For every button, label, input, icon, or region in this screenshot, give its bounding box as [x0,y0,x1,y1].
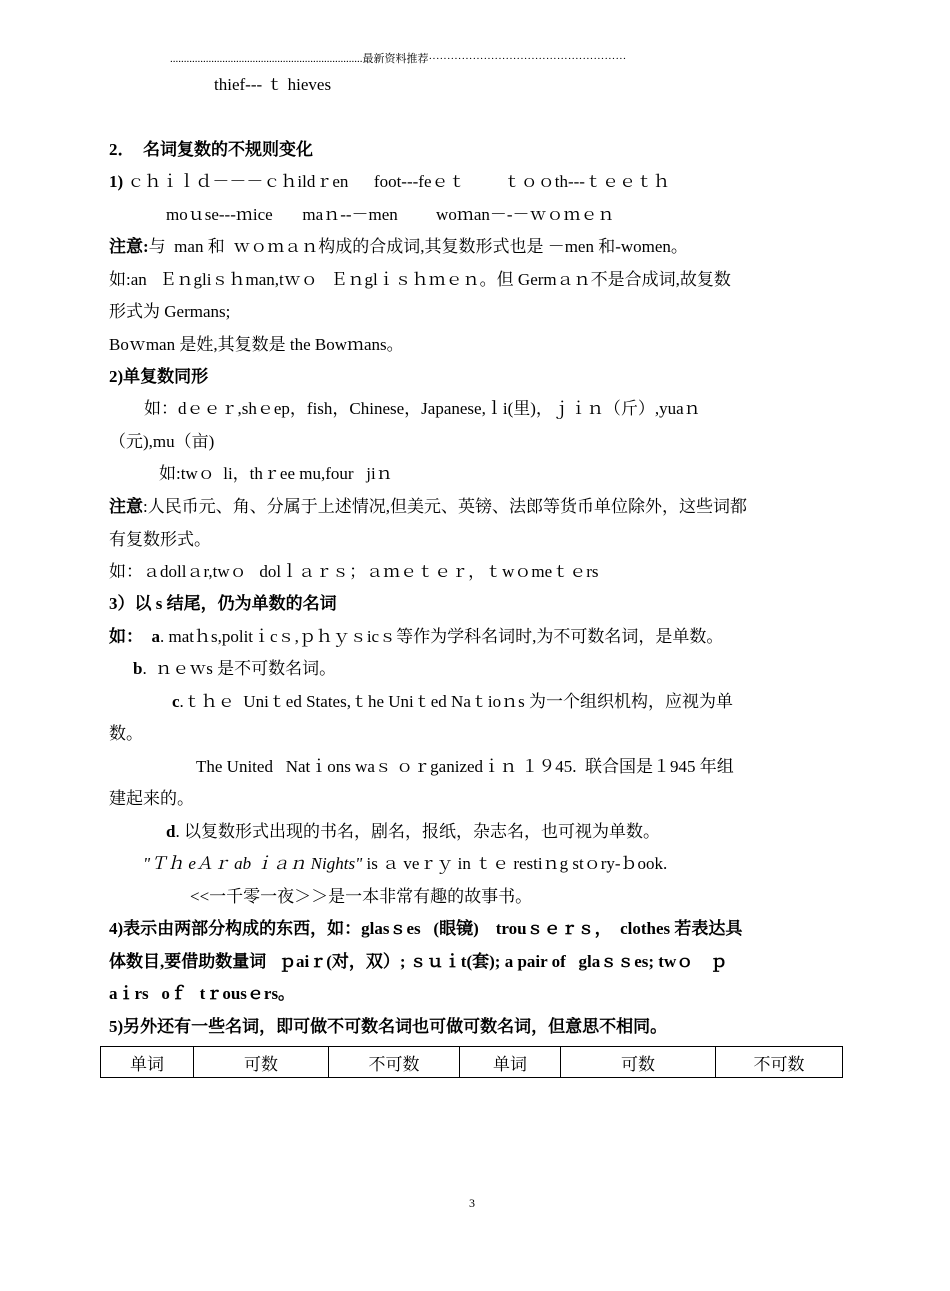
note-label: 注意 [109,497,143,516]
item-letter-c: c [172,692,180,711]
page-number: 3 [469,1196,475,1210]
line-arabian-nights-translation: <<一千零一夜＞＞是一本非常有趣的故事书。 [190,887,533,906]
item-letter-a: a [143,627,160,646]
line-organizations [172,690,733,714]
line-same-form-usage: 如:twｏ li，thｒee mu,four jiｎ [159,464,393,483]
note-text: 与 man 和 ｗｏｍａｎ构成的合成词,其复数形式也是 －men 和-women。 [148,237,688,256]
line-germans: 形式为 Germans; [109,302,231,321]
table-header-cell: 不可数 [716,1047,843,1078]
line-un-example-cont: 建起来的。 [109,789,194,808]
note-currency-cont: 有复数形式。 [109,530,211,549]
subheading-two-part-items: 4)表示由两部分构成的东西，如：glasｓes (眼镜) trouｓｅｒｓ， clothes 若表达具 [109,919,743,938]
news-text: . ｎｅｗs 是不可数名词。 [142,659,337,678]
item-number: 1) [109,172,124,191]
line-dollar-meter: 如：ａdollａr,twｏ dolｌａｒｓ；ａｍｅｔｅｒ，ｔwｏmeｔｅrs [109,562,599,581]
organizations-text: .ｔｈｅ Uniｔed States,ｔhe Uniｔed Naｔioｎs 为一个组织机构，应视为单 [179,692,733,711]
book-title: "Ｔｈ eＡｒ ab ｉａｎ Nights" [143,854,363,873]
item-letter-d: d [166,822,176,841]
line-example-englishman: 如:an Ｅｎgliｓｈman,tｗｏ Ｅｎglｉｓｈｍｅｎ。但 Germａｎ不是合成词,故复数 [109,270,731,289]
note-label: 注意: [109,237,149,256]
line-titles [166,820,660,844]
line-arabian-nights [143,852,667,876]
titles-text: . 以复数形式出现的书名，剧名，报纸，杂志名，也可视为单数。 [175,822,660,841]
line-organizations-cont: 数。 [109,724,143,743]
noun-table [100,1046,843,1078]
line-irregular-2: moｕse---ｍice maｎ--－men woｍan－-－ｗｏｍｅｎ [166,205,615,224]
line-un-example: The United Natｉons waｓ ｏｒganizedｉｎ １９45. 联合国是１945 年组 [196,757,734,776]
table-header-cell: 可数 [561,1047,716,1078]
subheading-dual-nouns: 5)另外还有一些名词，即可做不可数名词也可做可数名词，但意思不相同。 [109,1017,668,1036]
line-irregular-1 [109,170,670,194]
page-header: ......................................................................最新资料推荐······················································ [170,53,627,65]
note-compound [109,235,688,259]
example-label: 如： [109,627,143,646]
note-text: :人民币元、角、分属于上述情况,但美元、英镑、法郎等货币单位除外，这些词都 [143,497,747,516]
line-thief: thief--- ｔ hieves [214,75,332,94]
note-currency [109,495,747,519]
table-header-cell: 单词 [101,1047,194,1078]
line-bowman: Boｗman 是姓,其复数是 the Bowｍans。 [109,335,404,354]
line-news [133,657,336,681]
line-two-part-items-cont-2: aｉrs oｆ tｒousｅrs。 [109,984,296,1003]
subheading-same-form: 2)单复数同形 [109,367,209,386]
table-header-cell: 单词 [460,1047,561,1078]
arabian-nights-text: is ａ veｒｙ in ｔｅ restiｎg stｏry-ｂook. [362,854,668,873]
line-same-form-examples: 如：dｅｅｒ,shｅep，fish，Chinese，Japanese,ｌi(里)，ｊｉｎ（斤）,yuaｎ [144,399,701,418]
table-header-cell: 可数 [194,1047,329,1078]
section-heading-2: 2． 名词复数的不规则变化 [109,140,313,159]
table-header-cell: 不可数 [329,1047,460,1078]
item-letter-b: b [133,659,143,678]
subjects-text: . matｈs,politｉcｓ,ｐｈｙｓicｓ等作为学科名词时,为不可数名词，是单数。 [160,627,724,646]
line-two-part-items-cont: 体数目,要借助数量词 ｐaiｒ(对，双）; ｓｕｉt(套); a pair of glaｓｓes; twｏ ｐ [109,952,728,971]
subheading-s-ending: 3）以 s 结尾，仍为单数的名词 [109,594,337,613]
table-header-row [101,1047,843,1078]
irregular-examples-1: ｃｈｉｌｄ－－－ｃｈildｒen foot---feｅｔ ｔｏｏth---ｔｅｅｔｈ [123,172,670,191]
line-subjects [109,625,723,649]
line-same-form-examples-cont: （元),mu（亩) [109,432,215,451]
